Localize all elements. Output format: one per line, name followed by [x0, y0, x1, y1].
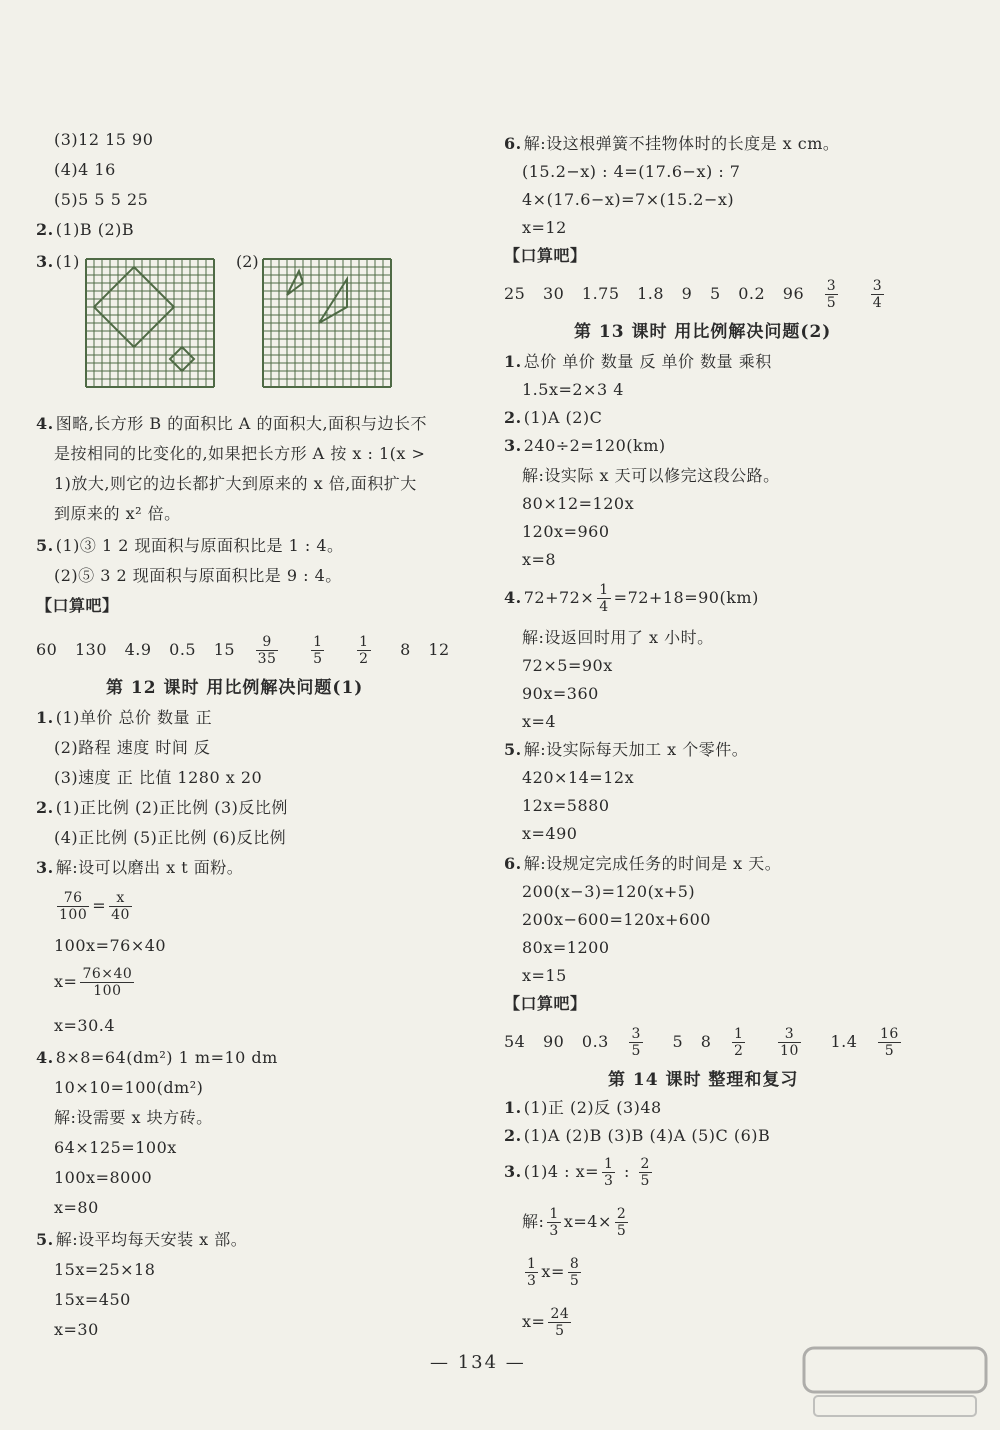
line-q4-a — [36, 410, 427, 438]
line-q4-b: 是按相同的比变化的,如果把长方形 A 按 x : 1(x > — [54, 444, 426, 463]
numerator: 1 — [549, 1206, 559, 1222]
watermark-logo — [800, 1344, 990, 1420]
line-s3-a — [36, 854, 243, 882]
oral2-value: 5 — [709, 284, 721, 303]
numerator: 1 — [734, 1026, 744, 1042]
left-column — [36, 0, 496, 1360]
oral3-value: 5 — [672, 1032, 684, 1051]
line-t5-c: 12x=5880 — [522, 796, 610, 815]
q2-text: (1)B (2)B — [55, 220, 135, 239]
line-u3-d — [522, 1302, 574, 1342]
s1-text-a: (1)单价 总价 数量 正 — [55, 708, 213, 727]
denominator: 10 — [780, 1043, 799, 1059]
fraction — [525, 1257, 538, 1288]
fraction — [57, 891, 89, 922]
u3-number: 3. — [504, 1162, 522, 1181]
ratio-sign: : — [618, 1162, 636, 1181]
line-q4-d: 到原来的 x² 倍。 — [54, 504, 181, 523]
denominator: 5 — [640, 1173, 650, 1189]
lesson-14-heading: 第 14 课时 整理和复习 — [608, 1070, 799, 1090]
line-q1-5: (5)5 5 5 25 — [54, 190, 149, 209]
oral1-fraction — [357, 635, 382, 666]
line-s4-e: 100x=8000 — [54, 1168, 153, 1187]
fraction — [568, 1257, 581, 1288]
numerator: 3 — [631, 1026, 641, 1042]
solution-prefix: 解: — [522, 1212, 545, 1231]
line-s4-b: 10×10=100(dm²) — [54, 1078, 204, 1097]
q4-text-a: 图略,长方形 B 的面积比 A 的面积大,面积与边长不 — [55, 414, 428, 433]
t4-number: 4. — [504, 588, 522, 607]
line-t4-c: 72×5=90x — [522, 656, 613, 675]
line-q4-c: 1)放大,则它的边长都扩大到原来的 x 倍,面积扩大 — [54, 474, 417, 493]
oral-calc-tag-1: 【口算吧】 — [36, 596, 119, 615]
line-s5-a — [36, 1226, 247, 1254]
oral2-value: 25 — [504, 284, 526, 303]
line-t4-b: 解:设返回时用了 x 小时。 — [522, 628, 714, 647]
oral1-fraction — [311, 635, 336, 666]
line-t5-a — [504, 736, 748, 764]
line-s4-d: 64×125=100x — [54, 1138, 177, 1157]
oral1-value: 130 — [74, 640, 107, 659]
s5-text-a: 解:设平均每天安装 x 部。 — [55, 1230, 248, 1249]
equals-sign: = — [92, 896, 107, 915]
denominator: 3 — [604, 1173, 614, 1189]
oral3-value: 90 — [542, 1032, 565, 1051]
line-t4-d: 90x=360 — [522, 684, 599, 703]
denominator: 2 — [359, 651, 369, 667]
line-s3-proportion — [54, 886, 135, 926]
oral1-fraction — [256, 635, 291, 666]
u2-number: 2. — [504, 1126, 522, 1145]
equation-prefix: x= — [522, 1312, 546, 1331]
lesson-13-heading: 第 13 课时 用比例解决问题(2) — [574, 322, 832, 342]
q6-number: 6. — [504, 134, 522, 153]
oral1-value: 8 — [400, 640, 411, 659]
numerator: 3 — [872, 278, 883, 294]
s4-number: 4. — [36, 1048, 54, 1067]
denominator: 4 — [599, 599, 609, 615]
grid2-label: (2) — [236, 252, 259, 271]
numerator: 1 — [527, 1256, 537, 1272]
page-number: — 134 — — [430, 1352, 526, 1373]
fraction — [639, 1157, 652, 1188]
q4-number: 4. — [36, 414, 54, 433]
line-s3-b: 100x=76×40 — [54, 936, 167, 955]
t5-number: 5. — [504, 740, 522, 759]
oral3-fraction — [732, 1027, 757, 1058]
line-t2 — [504, 404, 602, 432]
t6-text-a: 解:设规定完成任务的时间是 x 天。 — [523, 854, 782, 873]
oral-calc-tag-2: 【口算吧】 — [504, 246, 587, 265]
line-q1-4: (4)4 16 — [54, 160, 116, 179]
oral2-value: 9 — [681, 284, 693, 303]
line-s5-b: 15x=25×18 — [54, 1260, 156, 1279]
right-column — [504, 0, 964, 1360]
line-q6-a — [504, 130, 839, 158]
q6-text-a: 解:设这根弹簧不挂物体时的长度是 x cm。 — [523, 134, 840, 153]
s4-text-a: 8×8=64(dm²) 1 m=10 dm — [55, 1048, 278, 1067]
line-s1-c: (3)速度 正 比值 1280 x 20 — [54, 768, 263, 787]
oral3-value: 54 — [504, 1032, 526, 1051]
denominator: 100 — [93, 983, 122, 999]
oral2-value: 1.8 — [637, 284, 665, 303]
oral3-fraction — [778, 1027, 813, 1058]
line-s4-a — [36, 1044, 278, 1072]
denominator: 5 — [884, 1043, 895, 1059]
denominator: 5 — [826, 295, 837, 311]
denominator: 3 — [549, 1223, 559, 1239]
oral-calc-answers-1 — [36, 630, 462, 670]
line-t6-d: 80x=1200 — [522, 938, 610, 957]
oral3-fraction — [629, 1027, 654, 1058]
oral1-value: 12 — [428, 640, 450, 659]
oral3-value: 0.3 — [581, 1032, 609, 1051]
s2-number: 2. — [36, 798, 54, 817]
u1-text: (1)正 (2)反 (3)48 — [523, 1098, 662, 1117]
numerator: 8 — [569, 1256, 580, 1272]
line-q5-b: (2)⑤ 3 2 现面积与原面积比是 9 : 4。 — [54, 566, 342, 585]
line-t3-a — [504, 432, 666, 460]
denominator: 35 — [257, 651, 277, 667]
q5-number: 5. — [36, 536, 54, 555]
line-u3-c — [522, 1252, 584, 1292]
oral3-fraction — [878, 1027, 913, 1058]
denominator: 5 — [555, 1323, 565, 1339]
denominator: 5 — [631, 1043, 641, 1059]
fraction — [80, 967, 134, 998]
equation-middle: x=4× — [563, 1212, 612, 1231]
grid-figure-1 — [85, 258, 215, 388]
equation-middle: x= — [541, 1262, 565, 1281]
oral-calc-tag-3: 【口算吧】 — [504, 994, 587, 1013]
line-s3-c — [54, 962, 137, 1002]
t3-text-a: 240÷2=120(km) — [523, 436, 666, 455]
line-t3-b: 解:设实际 x 天可以修完这段公路。 — [522, 466, 780, 485]
t2-text: (1)A (2)C — [523, 408, 603, 427]
line-u3-b — [522, 1202, 631, 1242]
line-q3 — [36, 248, 80, 276]
oral1-value: 15 — [213, 640, 236, 659]
line-q6-c: 4×(17.6−x)=7×(15.2−x) — [522, 190, 735, 209]
numerator: x — [109, 891, 132, 907]
line-u3-a — [504, 1152, 655, 1192]
grid-figure-2 — [262, 258, 392, 388]
fraction — [109, 891, 132, 922]
u1-number: 1. — [504, 1098, 522, 1117]
line-q1-3: (3)12 15 90 — [54, 130, 154, 149]
line-s2-b: (4)正比例 (5)正比例 (6)反比例 — [54, 828, 287, 847]
denominator: 5 — [616, 1223, 627, 1239]
q5-text-a: (1)③ 1 2 现面积与原面积比是 1 : 4。 — [55, 536, 344, 555]
line-s4-f: x=80 — [54, 1198, 99, 1217]
s2-text-a: (1)正比例 (2)正比例 (3)反比例 — [55, 798, 288, 817]
t5-text-a: 解:设实际每天加工 x 个零件。 — [523, 740, 749, 759]
oral-calc-answers-2 — [504, 274, 908, 314]
line-t3-c: 80×12=120x — [522, 494, 635, 513]
q2-number: 2. — [36, 220, 54, 239]
t4-text-pre: 72+72× — [523, 588, 595, 607]
line-t1-a — [504, 348, 772, 376]
oral2-fraction — [825, 279, 850, 310]
oral3-value: 1.4 — [830, 1032, 858, 1051]
q3-number: 3. — [36, 252, 54, 271]
numerator: 1 — [359, 634, 369, 650]
line-q6-d: x=12 — [522, 218, 567, 237]
denominator: 2 — [734, 1043, 744, 1059]
fraction — [615, 1207, 628, 1238]
denominator: 5 — [569, 1273, 580, 1289]
line-u2 — [504, 1122, 770, 1150]
numerator: 3 — [826, 278, 837, 294]
t1-number: 1. — [504, 352, 522, 371]
oral2-value: 30 — [542, 284, 565, 303]
oral-calc-answers-3 — [504, 1022, 925, 1062]
oral2-value: 0.2 — [738, 284, 766, 303]
numerator: 76 — [57, 891, 89, 907]
line-s1-b: (2)路程 速度 时间 反 — [54, 738, 211, 757]
denominator: 40 — [111, 907, 130, 923]
lesson-12-heading: 第 12 课时 用比例解决问题(1) — [106, 678, 364, 698]
u3-text-pre: (1)4 : x= — [523, 1162, 600, 1181]
u2-text: (1)A (2)B (3)B (4)A (5)C (6)B — [523, 1126, 771, 1145]
oral2-value: 1.75 — [581, 284, 620, 303]
t3-number: 3. — [504, 436, 522, 455]
fraction — [548, 1307, 571, 1338]
oral2-value: 96 — [782, 284, 805, 303]
t4-text-post: =72+18=90(km) — [613, 588, 759, 607]
line-t3-e: x=8 — [522, 550, 557, 569]
denominator: 3 — [527, 1273, 537, 1289]
s3-number: 3. — [36, 858, 54, 877]
line-s2-a — [36, 794, 288, 822]
fraction — [602, 1157, 615, 1188]
line-s1-a — [36, 704, 212, 732]
oral1-value: 0.5 — [169, 640, 197, 659]
t6-number: 6. — [504, 854, 522, 873]
numerator: 2 — [640, 1156, 650, 1172]
line-t6-b: 200(x−3)=120(x+5) — [522, 882, 696, 901]
oral1-value: 60 — [36, 640, 58, 659]
oral1-value: 4.9 — [124, 640, 152, 659]
line-s5-c: 15x=450 — [54, 1290, 131, 1309]
line-s3-d: x=30.4 — [54, 1016, 116, 1035]
line-q2 — [36, 216, 134, 244]
s3-text-a: 解:设可以磨出 x t 面粉。 — [55, 858, 244, 877]
line-t5-b: 420×14=12x — [522, 768, 635, 787]
line-t6-a — [504, 850, 781, 878]
oral3-value: 8 — [700, 1032, 712, 1051]
numerator: 3 — [778, 1027, 801, 1043]
line-t6-e: x=15 — [522, 966, 567, 985]
numerator: 2 — [616, 1206, 627, 1222]
numerator: 9 — [256, 635, 279, 651]
line-t1-b: 1.5x=2×3 4 — [522, 380, 624, 399]
t2-number: 2. — [504, 408, 522, 427]
equation-prefix: x= — [54, 972, 78, 991]
denominator: 5 — [313, 651, 323, 667]
line-s5-d: x=30 — [54, 1320, 99, 1339]
t1-text-a: 总价 单价 数量 反 单价 数量 乘积 — [523, 352, 772, 371]
denominator: 100 — [59, 907, 88, 923]
line-t4-a — [504, 578, 759, 618]
numerator: 1 — [604, 1156, 614, 1172]
line-q5-a — [36, 532, 344, 560]
line-t5-d: x=490 — [522, 824, 578, 843]
line-s4-c: 解:设需要 x 块方砖。 — [54, 1108, 213, 1127]
line-q6-b: (15.2−x) : 4=(17.6−x) : 7 — [522, 162, 741, 181]
line-t4-e: x=4 — [522, 712, 557, 731]
numerator: 24 — [550, 1306, 570, 1322]
numerator: 76×40 — [82, 966, 133, 982]
line-t3-d: 120x=960 — [522, 522, 610, 541]
line-u1 — [504, 1094, 662, 1122]
numerator: 16 — [880, 1026, 899, 1042]
line-t6-c: 200x−600=120x+600 — [522, 910, 711, 929]
numerator: 1 — [313, 634, 323, 650]
oral2-fraction — [871, 279, 896, 310]
s1-number: 1. — [36, 708, 54, 727]
denominator: 4 — [872, 295, 883, 311]
numerator: 1 — [599, 582, 609, 598]
grid1-label: (1) — [55, 252, 80, 271]
s5-number: 5. — [36, 1230, 54, 1249]
fraction — [597, 583, 610, 614]
fraction — [547, 1207, 560, 1238]
